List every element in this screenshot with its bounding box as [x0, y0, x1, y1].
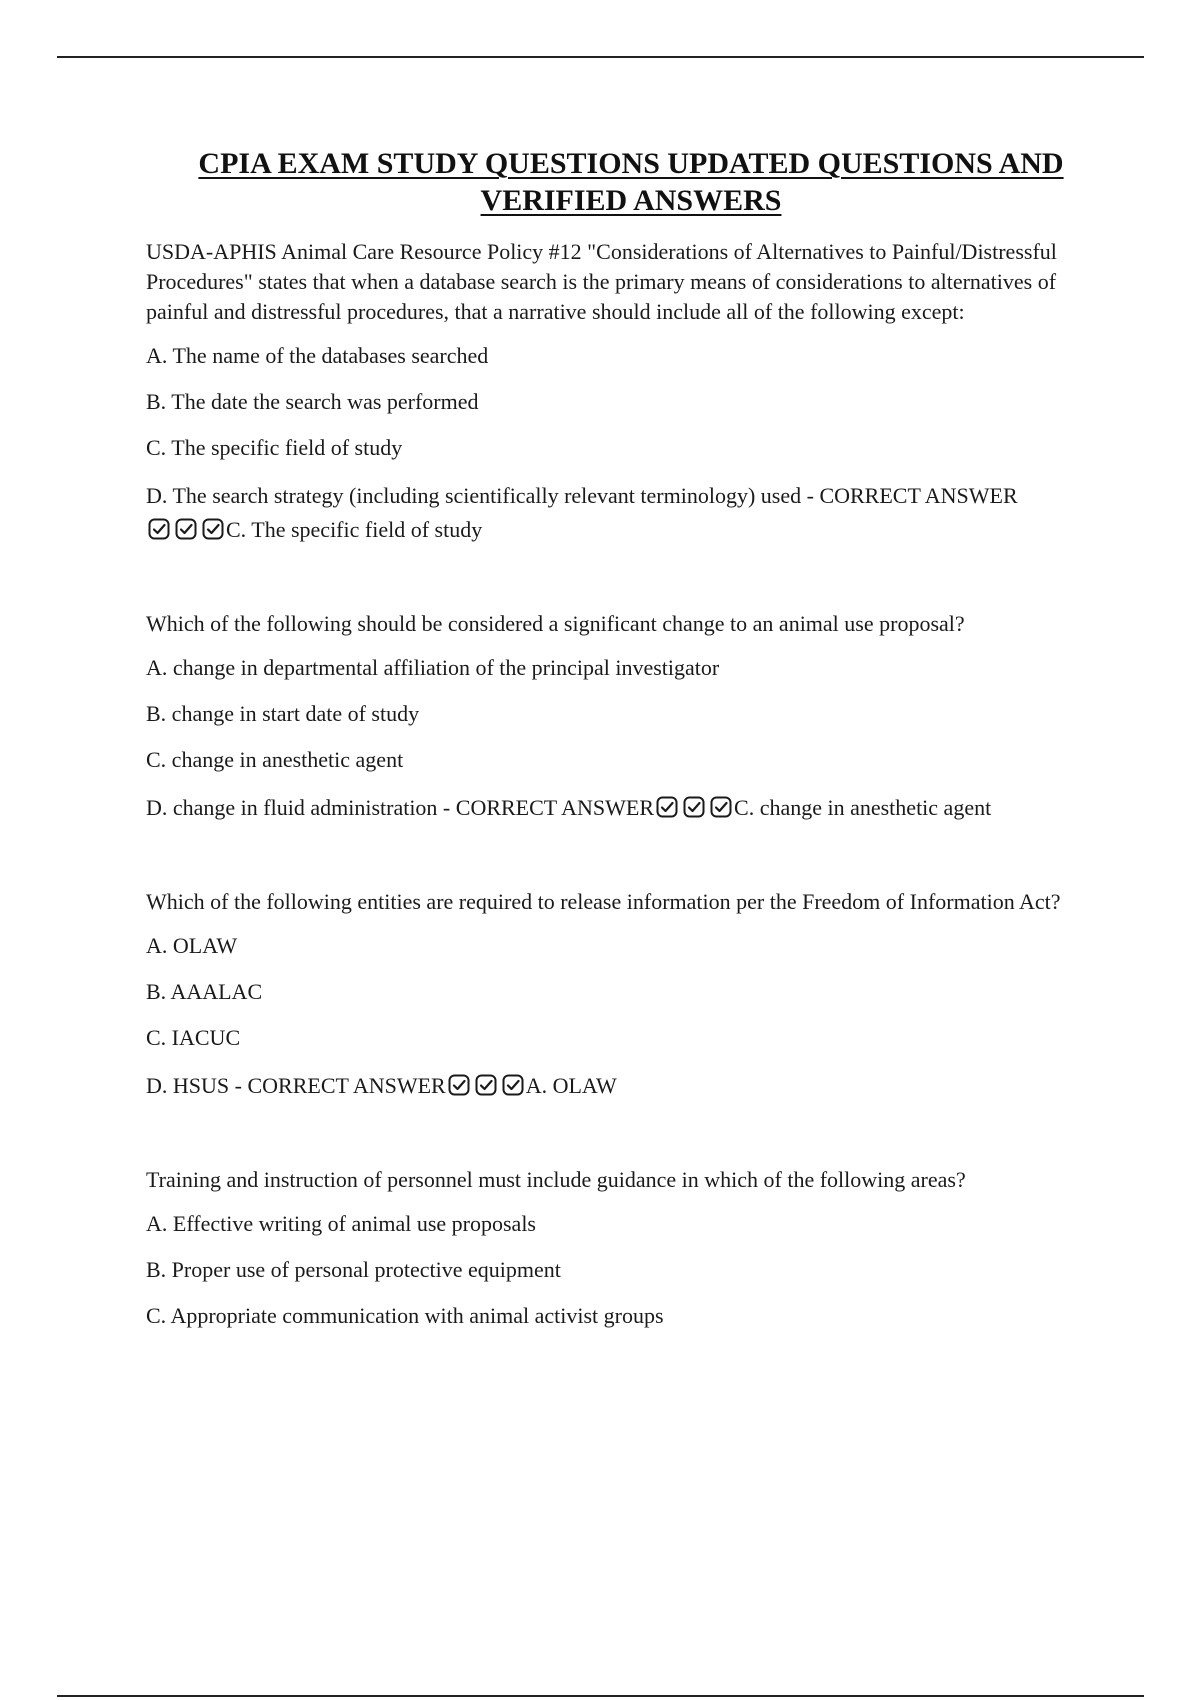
check-marks [148, 518, 224, 540]
answer-option: B. AAALAC [146, 979, 263, 1004]
checkbox-checked-icon [656, 796, 678, 818]
question-block [146, 237, 1096, 547]
answer-option: A. change in departmental affiliation of the principal investigator [146, 655, 720, 680]
answer-option: B. The date the search was performed [146, 389, 479, 414]
checkbox-checked-icon [710, 796, 732, 818]
answer-line [146, 791, 1096, 825]
correct-answer-label: CORRECT ANSWER [247, 1073, 446, 1098]
answer-option: C. IACUC [146, 1025, 241, 1050]
answer-option: A. The name of the databases searched [146, 343, 489, 368]
top-divider [57, 56, 1144, 58]
document-title: CPIA EXAM STUDY QUESTIONS UPDATED QUESTIONS AND VERIFIED ANSWERS [198, 147, 1064, 217]
correct-answer-value: A. OLAW [525, 1073, 617, 1098]
answer-option: A. Effective writing of animal use proposals [146, 1211, 536, 1236]
question-text: Training and instruction of personnel must include guidance in which of the following areas? [146, 1167, 966, 1192]
answer-line [146, 479, 1096, 547]
checkbox-checked-icon [475, 1074, 497, 1096]
checkbox-checked-icon [202, 518, 224, 540]
question-block [146, 887, 1096, 1103]
answer-option: C. Appropriate communication with animal activist groups [146, 1303, 664, 1328]
document-page [146, 145, 1096, 1347]
checkbox-checked-icon [502, 1074, 524, 1096]
question-block [146, 609, 1096, 825]
question-text: USDA-APHIS Animal Care Resource Policy #12 "Considerations of Alternatives to Painful/Distressful Procedures" states that when a database search is the primary means of considerations to alternatives of painful and distressful procedures, that a narrative should include all of the following except: [146, 239, 1057, 324]
answer-option-last: D. change in fluid administration - [146, 795, 456, 820]
answer-line [146, 1069, 1096, 1103]
question-text: Which of the following entities are required to release information per the Freedom of Information Act? [146, 889, 1061, 914]
answer-option: C. change in anesthetic agent [146, 747, 404, 772]
correct-answer-label: CORRECT ANSWER [455, 795, 655, 820]
answer-option: B. Proper use of personal protective equipment [146, 1257, 561, 1282]
question-block [146, 1165, 1096, 1331]
checkbox-checked-icon [683, 796, 705, 818]
correct-answer-label: CORRECT ANSWER [819, 483, 1018, 508]
answer-option: A. OLAW [146, 933, 238, 958]
answer-option: B. change in start date of study [146, 701, 420, 726]
checkbox-checked-icon [448, 1074, 470, 1096]
bottom-divider [57, 1695, 1144, 1697]
correct-answer-value: C. change in anesthetic agent [734, 795, 992, 820]
checkbox-checked-icon [175, 518, 197, 540]
answer-option: C. The specific field of study [146, 435, 403, 460]
question-text: Which of the following should be considered a significant change to an animal use proposal? [146, 611, 965, 636]
correct-answer-value: C. The specific field of study [226, 517, 483, 542]
answer-option-last: D. HSUS - [146, 1073, 248, 1098]
answer-option-last: D. The search strategy (including scientifically relevant terminology) used - [146, 483, 820, 508]
check-marks [448, 1074, 524, 1096]
check-marks [656, 796, 732, 818]
checkbox-checked-icon [148, 518, 170, 540]
